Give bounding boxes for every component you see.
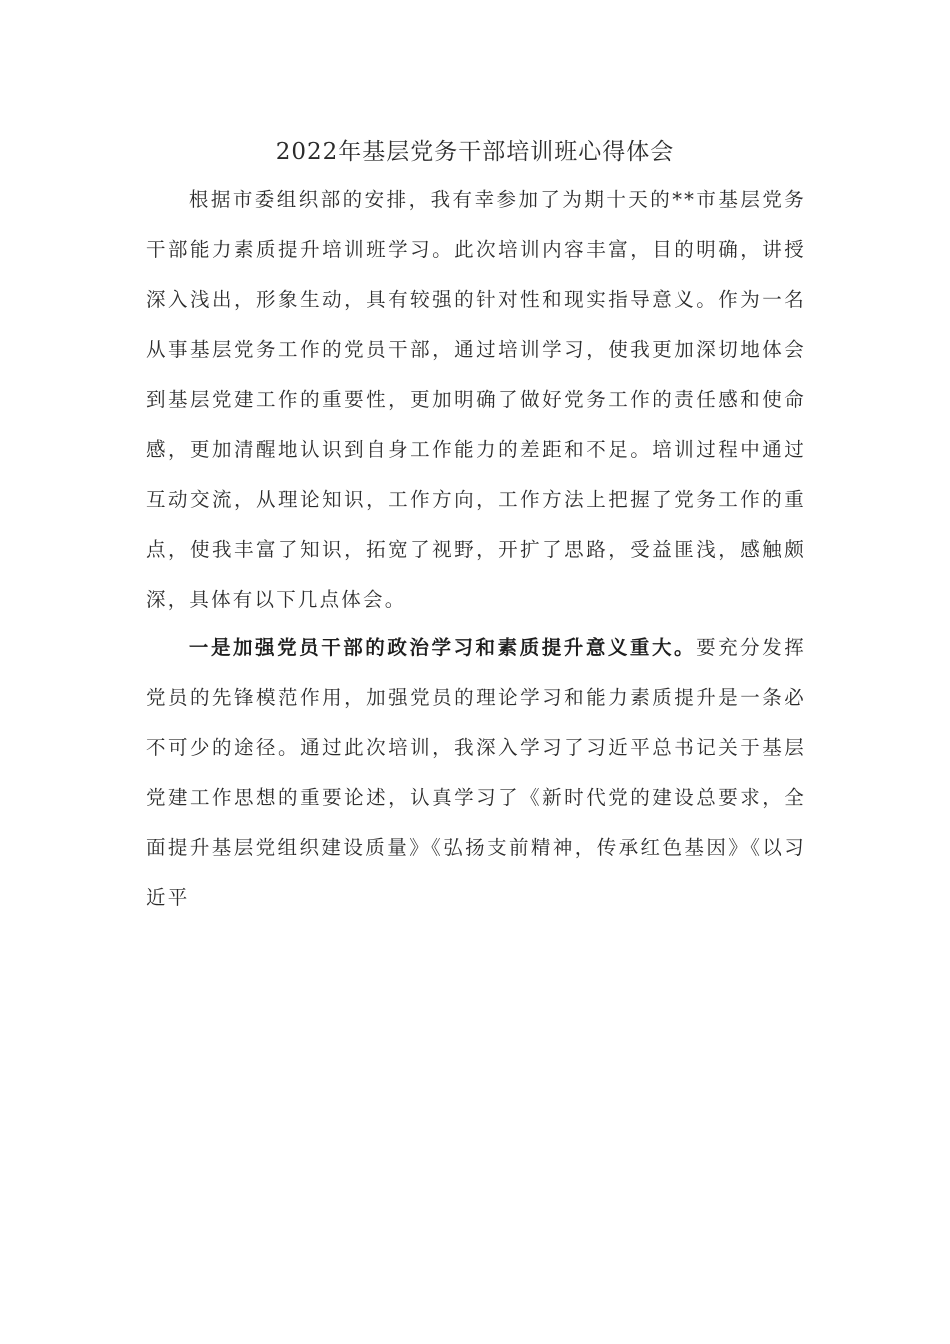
document-title: 2022年基层党务干部培训班心得体会 xyxy=(275,139,675,165)
paragraph-point-one xyxy=(146,623,806,923)
paragraph-intro xyxy=(146,175,806,625)
paragraph-intro-text: 根据市委组织部的安排，我有幸参加了为期十天的**市基层党务干部能力素质提升培训班学习。此次培训内容丰富，目的明确，讲授深入浅出，形象生动，具有较强的针对性和现实指导意义。作为一名从事基层党务工作的党员干部，通过培训学习，使我更加深切地体会到基层党建工作的重要性，更加明确了做好党务工作的责任感和使命感，更加清醒地认识到自身工作能力的差距和不足。培训过程中通过互动交流，从理论知识，工作方向，工作方法上把握了党务工作的重点，使我丰富了知识，拓宽了视野，开扩了思路，受益匪浅，感触颇深，具体有以下几点体会。 xyxy=(146,188,806,611)
paragraph-point-one-lead: 一是加强党员干部的政治学习和素质提升意义重大。 xyxy=(188,636,697,659)
paragraph-point-one-text: 要充分发挥党员的先锋模范作用，加强党员的理论学习和能力素质提升是一条必不可少的途径。通过此次培训，我深入学习了习近平总书记关于基层党建工作思想的重要论述，认真学习了《新时代党的建设总要求，全面提升基层党组织建设质量》《弘扬支前精神，传承红色基因》《以习近平 xyxy=(146,636,806,909)
